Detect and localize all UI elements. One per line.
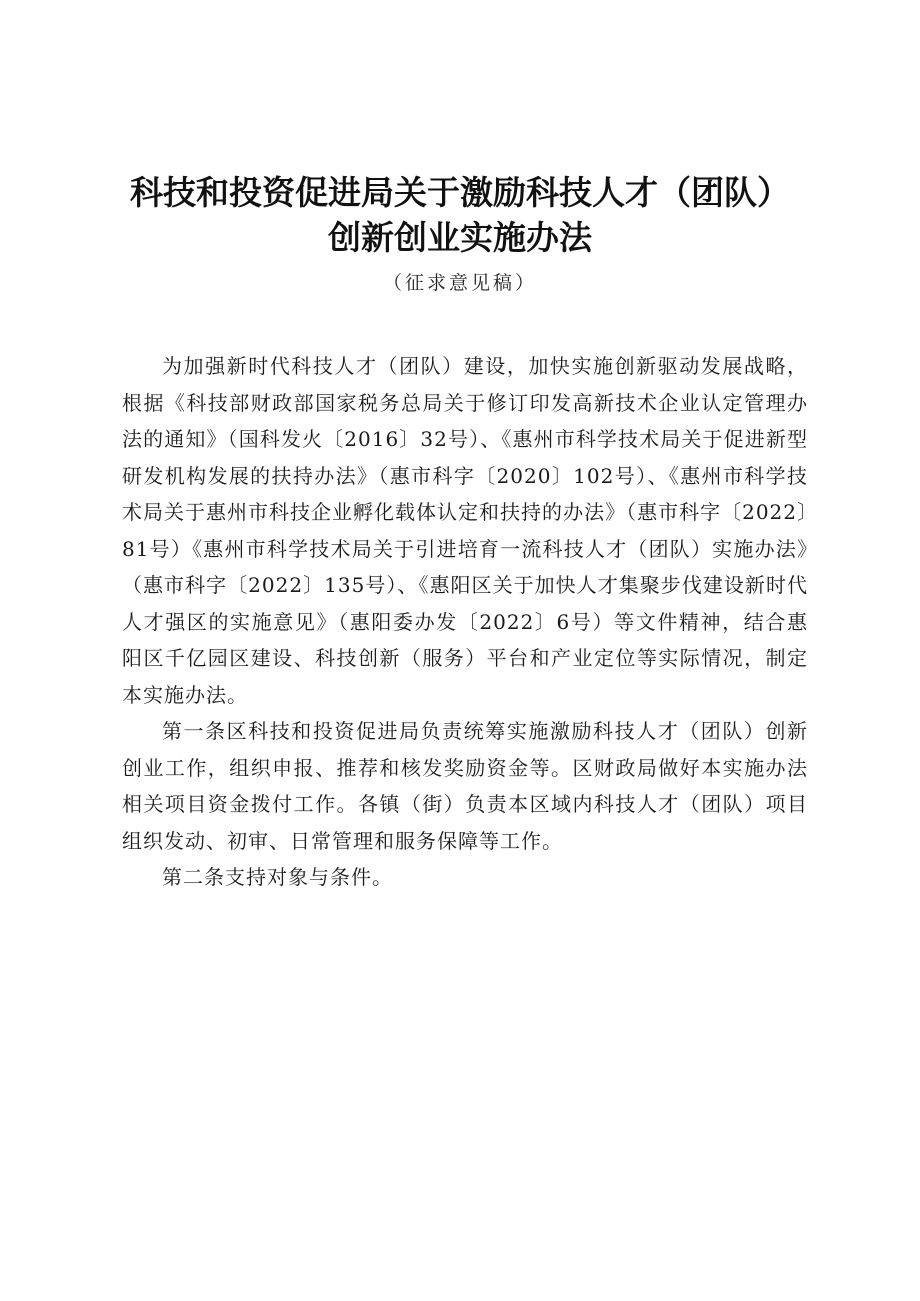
article-2-paragraph: 第二条支持对象与条件。 bbox=[162, 865, 393, 889]
article-1-paragraph: 第一条区科技和投资促进局负责统筹实施激励科技人才（团队）创新创业工作，组织申报、推荐和核发奖励资金等。区财政局做好本实施办法相关项目资金拨付工作。各镇（街）负责本区域内科技人才（团队）项目组织发动、初审、日常管理和服务保障等工作。 bbox=[122, 719, 808, 853]
document-title-line-2: 创新创业实施办法 bbox=[328, 218, 592, 257]
preamble-paragraph: 为加强新时代科技人才（团队）建设，加快实施创新驱动发展战略，根据《科技部财政部国家税务总局关于修订印发高新技术企业认定管理办法的通知》（国科发火〔2016〕32号）、《惠州市科学技术局关于促进新型研发机构发展的扶持办法》（惠市科字〔2020〕102号）、《惠州市科学技术局关于惠州市科技企业孵化载体认定和扶持的办法》（惠市科字〔2022〕81号）《惠州市科学技术局关于引进培育一流科技人才（团队）实施办法》（惠市科字〔2022〕135号）、《惠阳区关于加快人才集聚步伐建设新时代人才强区的实施意见》（惠阳委办发〔2022〕6号）等文件精神，结合惠阳区千亿园区建设、科技创新（服务）平台和产业定位等实际情况，制定本实施办法。 bbox=[122, 354, 808, 707]
document-subtitle: （征求意见稿） bbox=[382, 272, 537, 294]
document-body bbox=[122, 348, 808, 896]
document-title-line-1: 科技和投资促进局关于激励科技人才（团队） bbox=[130, 173, 790, 212]
